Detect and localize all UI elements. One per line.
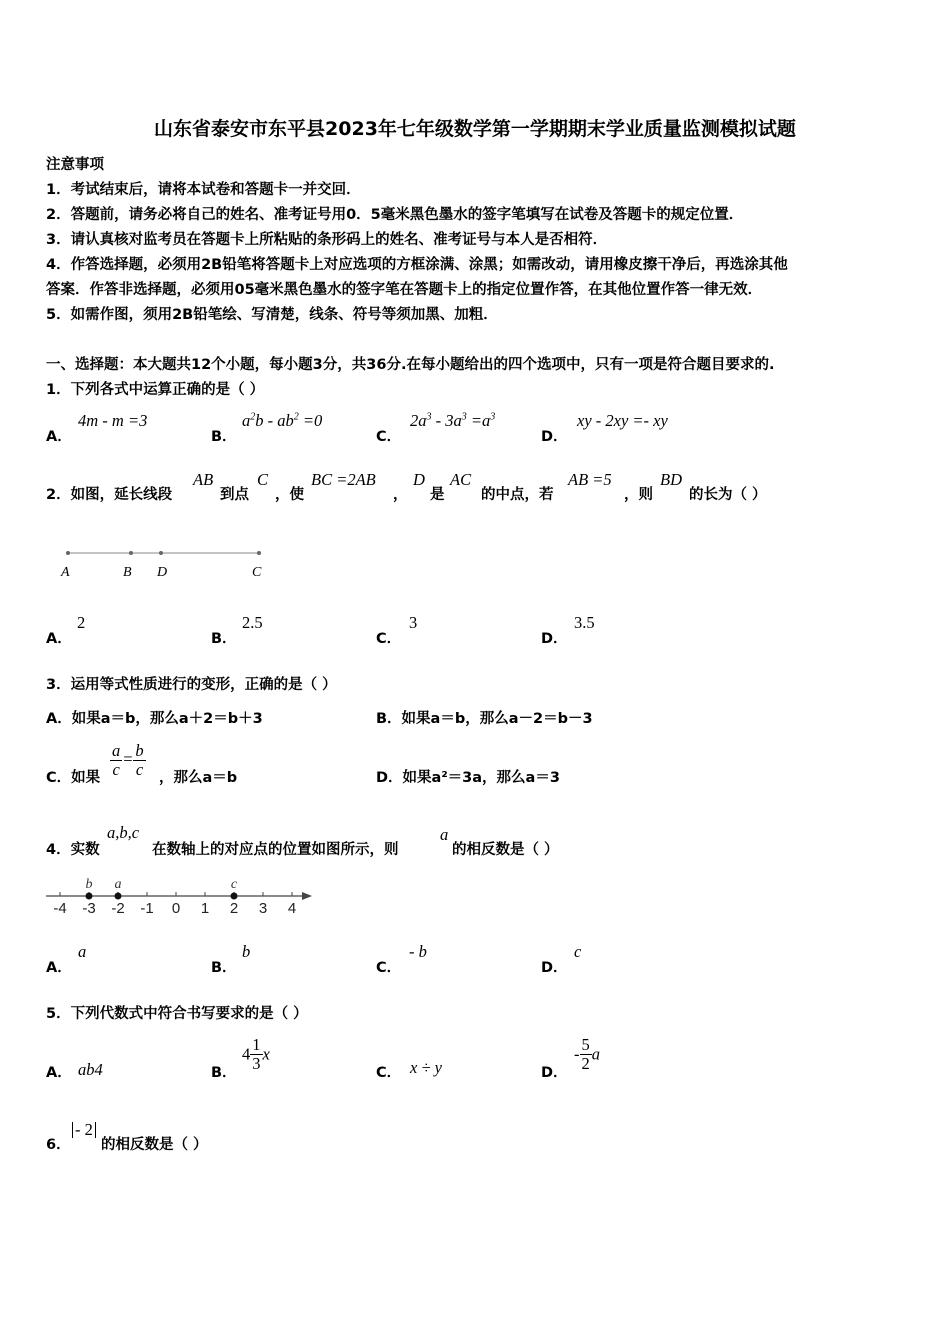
question-4-text: 的相反数是（ ） (452, 842, 559, 858)
question-2-text: 是 (430, 487, 445, 503)
q1-option-b: $a^2b - ab^2 =0$ (242, 411, 323, 430)
arrow-icon (302, 892, 312, 900)
number-line-tick-label: 3 (258, 900, 268, 917)
number-line-point-label: a (114, 877, 122, 892)
number-line-point-b (86, 893, 93, 900)
q1-option-d: xy - 2xy =- xy (577, 411, 668, 430)
q3-fraction: $\frac{a}{c}$ = $\frac{b}{c}$ (112, 741, 144, 780)
notice-item: 4．作答选择题，必须用2B铅笔将答题卡上对应选项的方框涂满、涂黑；如需改动，请用橡皮擦干净后，再选涂其他 (46, 257, 788, 273)
q2-math: BD (660, 470, 682, 489)
q4-vars: a,b,c (107, 823, 140, 842)
option-label: A． (46, 429, 72, 445)
q4-var-a: a (440, 825, 449, 844)
question-6-text: 的相反数是（ ） (101, 1137, 208, 1153)
q2-math: BC =2AB (311, 470, 376, 489)
q4-option-d: c (574, 942, 582, 961)
q2-math: AB (193, 470, 214, 489)
q1-option-a: 4m - m =3 (78, 411, 148, 430)
question-1-stem: 1．下列各式中运算正确的是（ ） (46, 382, 265, 398)
question-2-text: ，使 (275, 487, 304, 503)
number-line-tick-label: -2 (111, 900, 125, 917)
option-label: D． (541, 960, 568, 976)
option-label: C． (376, 429, 402, 445)
q2-option-c: 3 (409, 613, 418, 632)
number-line-tick-label: -1 (140, 900, 154, 917)
segment-label: A (61, 565, 70, 580)
q3-option-c-post: ，那么a＝b (159, 770, 238, 786)
question-4-num: 4．实数 (46, 842, 100, 858)
question-5-stem: 5．下列代数式中符合书写要求的是（ ） (46, 1006, 308, 1022)
segment-label: C (252, 565, 262, 580)
option-label: B． (211, 429, 237, 445)
q5-option-a: ab4 (78, 1060, 103, 1079)
option-label: D． (541, 429, 568, 445)
notice-item: 1．考试结束后，请将本试卷和答题卡一并交回． (46, 182, 361, 198)
q2-math: AB =5 (568, 470, 612, 489)
option-label: A． (46, 631, 72, 647)
question-2-text: 的长为（ ） (689, 487, 767, 503)
option-label: C． (376, 631, 402, 647)
segment-point-b (129, 551, 133, 555)
q3-option-a: A．如果a＝b，那么a＋2＝b＋3 (46, 711, 263, 727)
question-2-text: ， (393, 487, 408, 503)
option-label: B． (211, 960, 237, 976)
number-line-tick-label: -4 (53, 900, 67, 917)
segment-point-d (159, 551, 163, 555)
question-3-stem: 3．运用等式性质进行的变形，正确的是（ ） (46, 677, 337, 693)
q3-option-c-pre: C．如果 (46, 770, 101, 786)
question-6-num: 6． (46, 1137, 71, 1153)
option-label: B． (211, 1065, 237, 1081)
q3-option-b: B．如果a＝b，那么a－2＝b－3 (376, 711, 593, 727)
q5-option-b: 4 $\frac{1}{3}$ x (242, 1035, 270, 1074)
segment-label: B (123, 565, 132, 580)
option-label: D． (541, 1065, 568, 1081)
q2-option-a: 2 (77, 613, 86, 632)
question-2-num: 2．如图，延长线段 (46, 487, 173, 503)
q4-option-c: - b (409, 942, 427, 961)
number-line-point-a (115, 893, 122, 900)
number-line-tick-label: -3 (82, 900, 96, 917)
q2-option-b: 2.5 (242, 613, 263, 632)
segment-figure (55, 544, 275, 584)
q2-math: D (413, 470, 425, 489)
q6-abs-expr (72, 1120, 96, 1140)
number-line-tick-label: 1 (200, 900, 210, 917)
q3-option-d: D．如果a²＝3a，那么a＝3 (376, 770, 560, 786)
number-line-tick-label: 4 (287, 900, 297, 917)
q4-option-a: a (78, 942, 87, 961)
q2-option-d: 3.5 (574, 613, 595, 632)
option-label: B． (211, 631, 237, 647)
option-label: C． (376, 960, 402, 976)
number-line-tick-label: 0 (171, 900, 181, 917)
number-line-point-c (231, 893, 238, 900)
notice-item: 3．请认真核对监考员在答题卡上所粘贴的条形码上的姓名、准考证号与本人是否相符． (46, 232, 608, 248)
page-title: 山东省泰安市东平县2023年七年级数学第一学期期末学业质量监测模拟试题 (154, 118, 796, 140)
option-label: C． (376, 1065, 402, 1081)
question-4-text: 在数轴上的对应点的位置如图所示，则 (152, 842, 399, 858)
notice-heading: 注意事项 (46, 157, 104, 173)
number-line-point-label: c (230, 877, 238, 892)
q4-option-b: b (242, 942, 251, 961)
option-label: A． (46, 960, 72, 976)
q2-math: C (257, 470, 269, 489)
number-line-point-label: b (85, 877, 93, 892)
section-heading: 一、选择题：本大题共12个小题，每小题3分，共36分.在每小题给出的四个选项中，只有一项是符合题目要求的. (46, 357, 775, 373)
option-label: D． (541, 631, 568, 647)
question-2-text: ，则 (624, 487, 653, 503)
question-2-text: 的中点，若 (481, 487, 554, 503)
q5-option-d: - $\frac{5}{2}$ a (574, 1035, 600, 1074)
segment-point-c (257, 551, 261, 555)
segment-point-a (66, 551, 70, 555)
q1-option-c: $2a^3 - 3a^3 =a^3$ (410, 411, 496, 430)
q2-math: AC (450, 470, 472, 489)
segment-label: D (157, 565, 168, 580)
question-2-text: 到点 (220, 487, 249, 503)
notice-item: 5．如需作图，须用2B铅笔绘、写清楚，线条、符号等须加黑、加粗． (46, 307, 498, 323)
number-line-tick-label: 2 (229, 900, 239, 917)
notice-item: 2．答题前，请务必将自己的姓名、准考证号用0．5毫米黑色墨水的签字笔填写在试卷及答题卡的规定位置． (46, 207, 744, 223)
q6-abs-value: - 2 (72, 1122, 96, 1138)
notice-item: 答案．作答非选择题，必须用05毫米黑色墨水的签字笔在答题卡上的指定位置作答，在其他位置作答一律无效． (46, 282, 763, 298)
option-label: A． (46, 1065, 72, 1081)
q5-option-c: x ÷ y (410, 1058, 442, 1077)
number-line (40, 872, 320, 922)
